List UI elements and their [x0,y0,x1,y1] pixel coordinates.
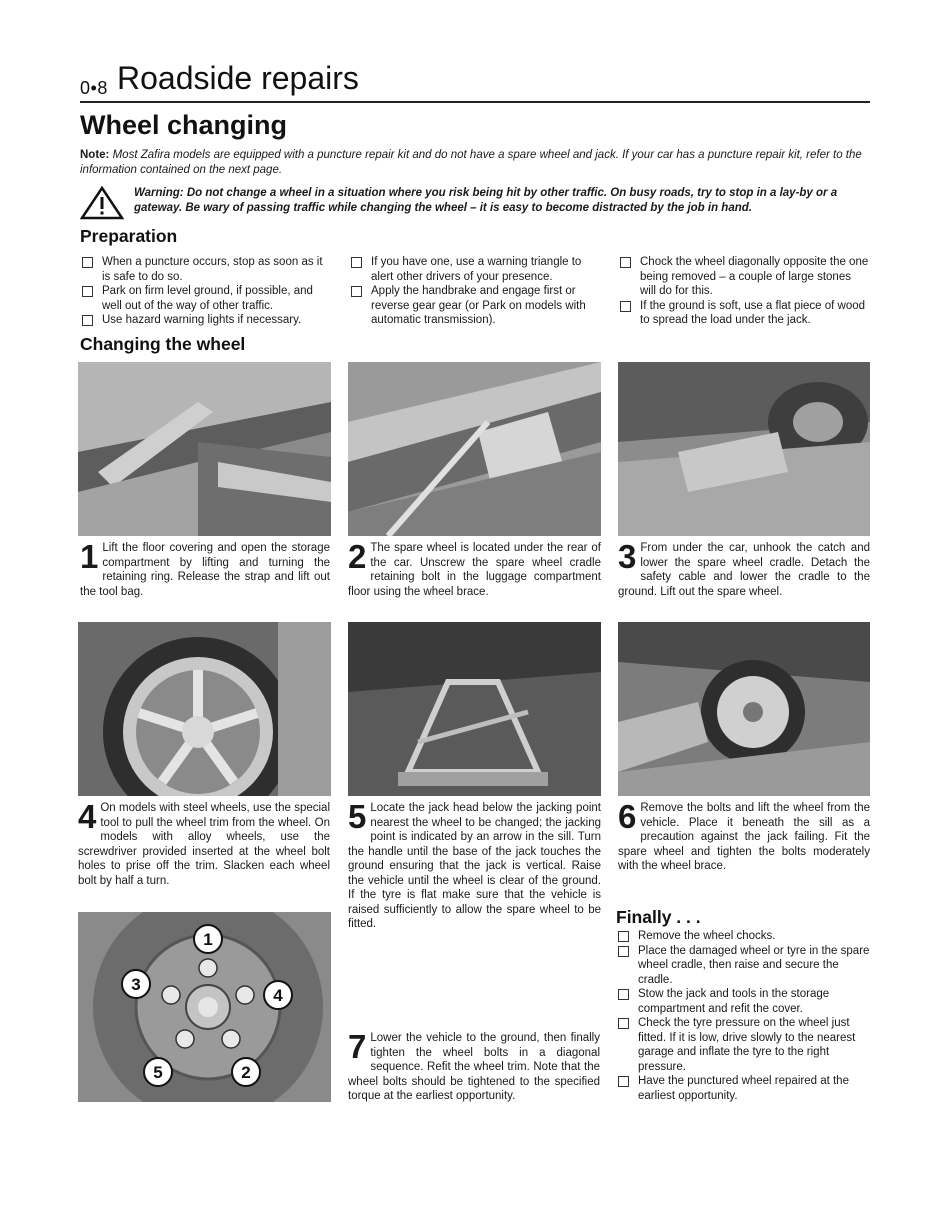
checklist-item: When a puncture occurs, stop as soon as it is safe to do so. [80,255,332,284]
photo-step-6 [618,622,870,796]
checkbox-icon [618,931,629,942]
preparation-column-2 [349,255,601,328]
photo-step-2 [348,362,601,536]
checkbox-icon [351,286,362,297]
step-number: 4 [78,798,97,835]
warning-label: Warning: [134,187,184,199]
checkbox-icon [618,1076,629,1087]
checklist-item: Check the tyre pressure on the wheel just fitted. If it is low, drive slowly to the nearest garage and inflate the tyre to the right pressure. [616,1016,872,1074]
warning-triangle-icon [80,186,124,225]
section-title: Wheel changing [80,110,288,140]
checkbox-icon [351,257,362,268]
photo-step-3 [618,362,870,536]
checklist-item: Use hazard warning lights if necessary. [80,313,332,328]
checklist-item: If the ground is soft, use a flat piece of wood to spread the load under the jack. [618,299,870,328]
step-caption-4: 4 On models with steel wheels, use the special tool to pull the wheel trim from the wheel. On models with alloy wheels, use the screwdriver provided inserted at the wheel bolt holes to prise off the trim. Slacken each wheel bolt by half a turn. [78,798,330,887]
bolt-label-5: 5 [153,1063,163,1082]
checklist-item: Chock the wheel diagonally opposite the one being removed – a couple of large stones will do for this. [618,255,870,299]
step-number: 6 [618,798,637,835]
checklist-item: If you have one, use a warning triangle to alert other drivers of your presence. [349,255,601,284]
bolt-label-2: 2 [241,1063,251,1082]
preparation-heading: Preparation [80,226,178,246]
step-number: 5 [348,798,367,835]
checkbox-icon [618,946,629,957]
photo-step-5 [348,622,601,796]
checkbox-icon [620,257,631,268]
step-number: 2 [348,538,367,575]
preparation-column-1 [80,255,332,328]
step-caption-3: 3 From under the car, unhook the catch and lower the spare wheel cradle. Detach the safety cable and lower the cradle to the ground. Lift out the spare wheel. [618,538,870,598]
note-text: Most Zafira models are equipped with a puncture repair kit and do not have a spare wheel and jack. If your car has a puncture repair kit, refer to the information contained on the next page. [80,149,862,176]
chapter-title: Roadside repairs [117,60,359,96]
checkbox-icon [82,257,93,268]
photo-step-4 [78,622,331,796]
checklist-item: Apply the handbrake and engage first or reverse gear gear (or Park on models with automatic transmission). [349,284,601,328]
checkbox-icon [618,1018,629,1029]
checkbox-icon [82,315,93,326]
finally-heading: Finally . . . [616,907,701,927]
bolt-label-4: 4 [273,986,283,1005]
bolt-label-1: 1 [203,930,213,949]
warning-text: Do not change a wheel in a situation where you risk being hit by other traffic. On busy roads, try to stop in a lay-by or a gateway. Be wary of passing traffic while changing the wheel – it is easy to become distracted by the job in hand. [134,187,838,214]
warning-paragraph [134,186,874,216]
step-number: 1 [80,538,99,575]
finally-checklist [616,929,872,1103]
note-label: Note: [80,149,110,161]
step-number: 3 [618,538,637,575]
step-caption-6: 6 Remove the bolts and lift the wheel from the vehicle. Place it beneath the sill as a precaution against the jack failing. Fit the spare wheel and tighten the bolts moderately with the wheel brace. [618,798,870,872]
bolt-label-3: 3 [131,975,141,994]
checklist-item: Place the damaged wheel or tyre in the spare wheel cradle, then raise and secure the cradle. [616,944,872,988]
page-number: 0•8 [80,78,108,98]
checklist-item: Stow the jack and tools in the storage compartment and refit the cover. [616,987,872,1016]
checklist-item: Have the punctured wheel repaired at the earliest opportunity. [616,1074,872,1103]
header-rule [80,101,870,103]
checkbox-icon [82,286,93,297]
step-caption-2: 2 The spare wheel is located under the rear of the car. Unscrew the spare wheel cradle retaining bolt in the luggage compartment floor using the wheel brace. [348,538,601,598]
step-caption-5: 5 Locate the jack head below the jacking point nearest the wheel to be changed; the jacking point is indicated by an arrow in the sill. Turn the handle until the base of the jack touches the ground ensuring that the jack is vertical. Raise the vehicle until the wheel is clear of the ground. If the tyre is flat make sure that the vehicle is raised sufficiently to allow the spare wheel to be fitted. [348,798,601,930]
checkbox-icon [620,301,631,312]
note-paragraph [80,148,872,178]
checklist-item: Remove the wheel chocks. [616,929,872,944]
step-caption-1: 1 Lift the floor covering and open the storage compartment by lifting and turning the retaining ring. Release the strap and lift out the tool bag. [80,538,330,598]
preparation-column-3 [618,255,870,328]
checkbox-icon [618,989,629,1000]
changing-heading: Changing the wheel [80,334,246,354]
photo-step-7-bolt-sequence [78,912,331,1102]
step-caption-7: 7 Lower the vehicle to the ground, then finally tighten the wheel bolts in a diagonal sequence. Refit the wheel trim. Note that the wheel bolts should be tightened to the specified torque at the earliest opportunity. [348,1028,600,1102]
step-number: 7 [348,1028,367,1065]
photo-step-1 [78,362,331,536]
checklist-item: Park on firm level ground, if possible, and well out of the way of other traffic. [80,284,332,313]
